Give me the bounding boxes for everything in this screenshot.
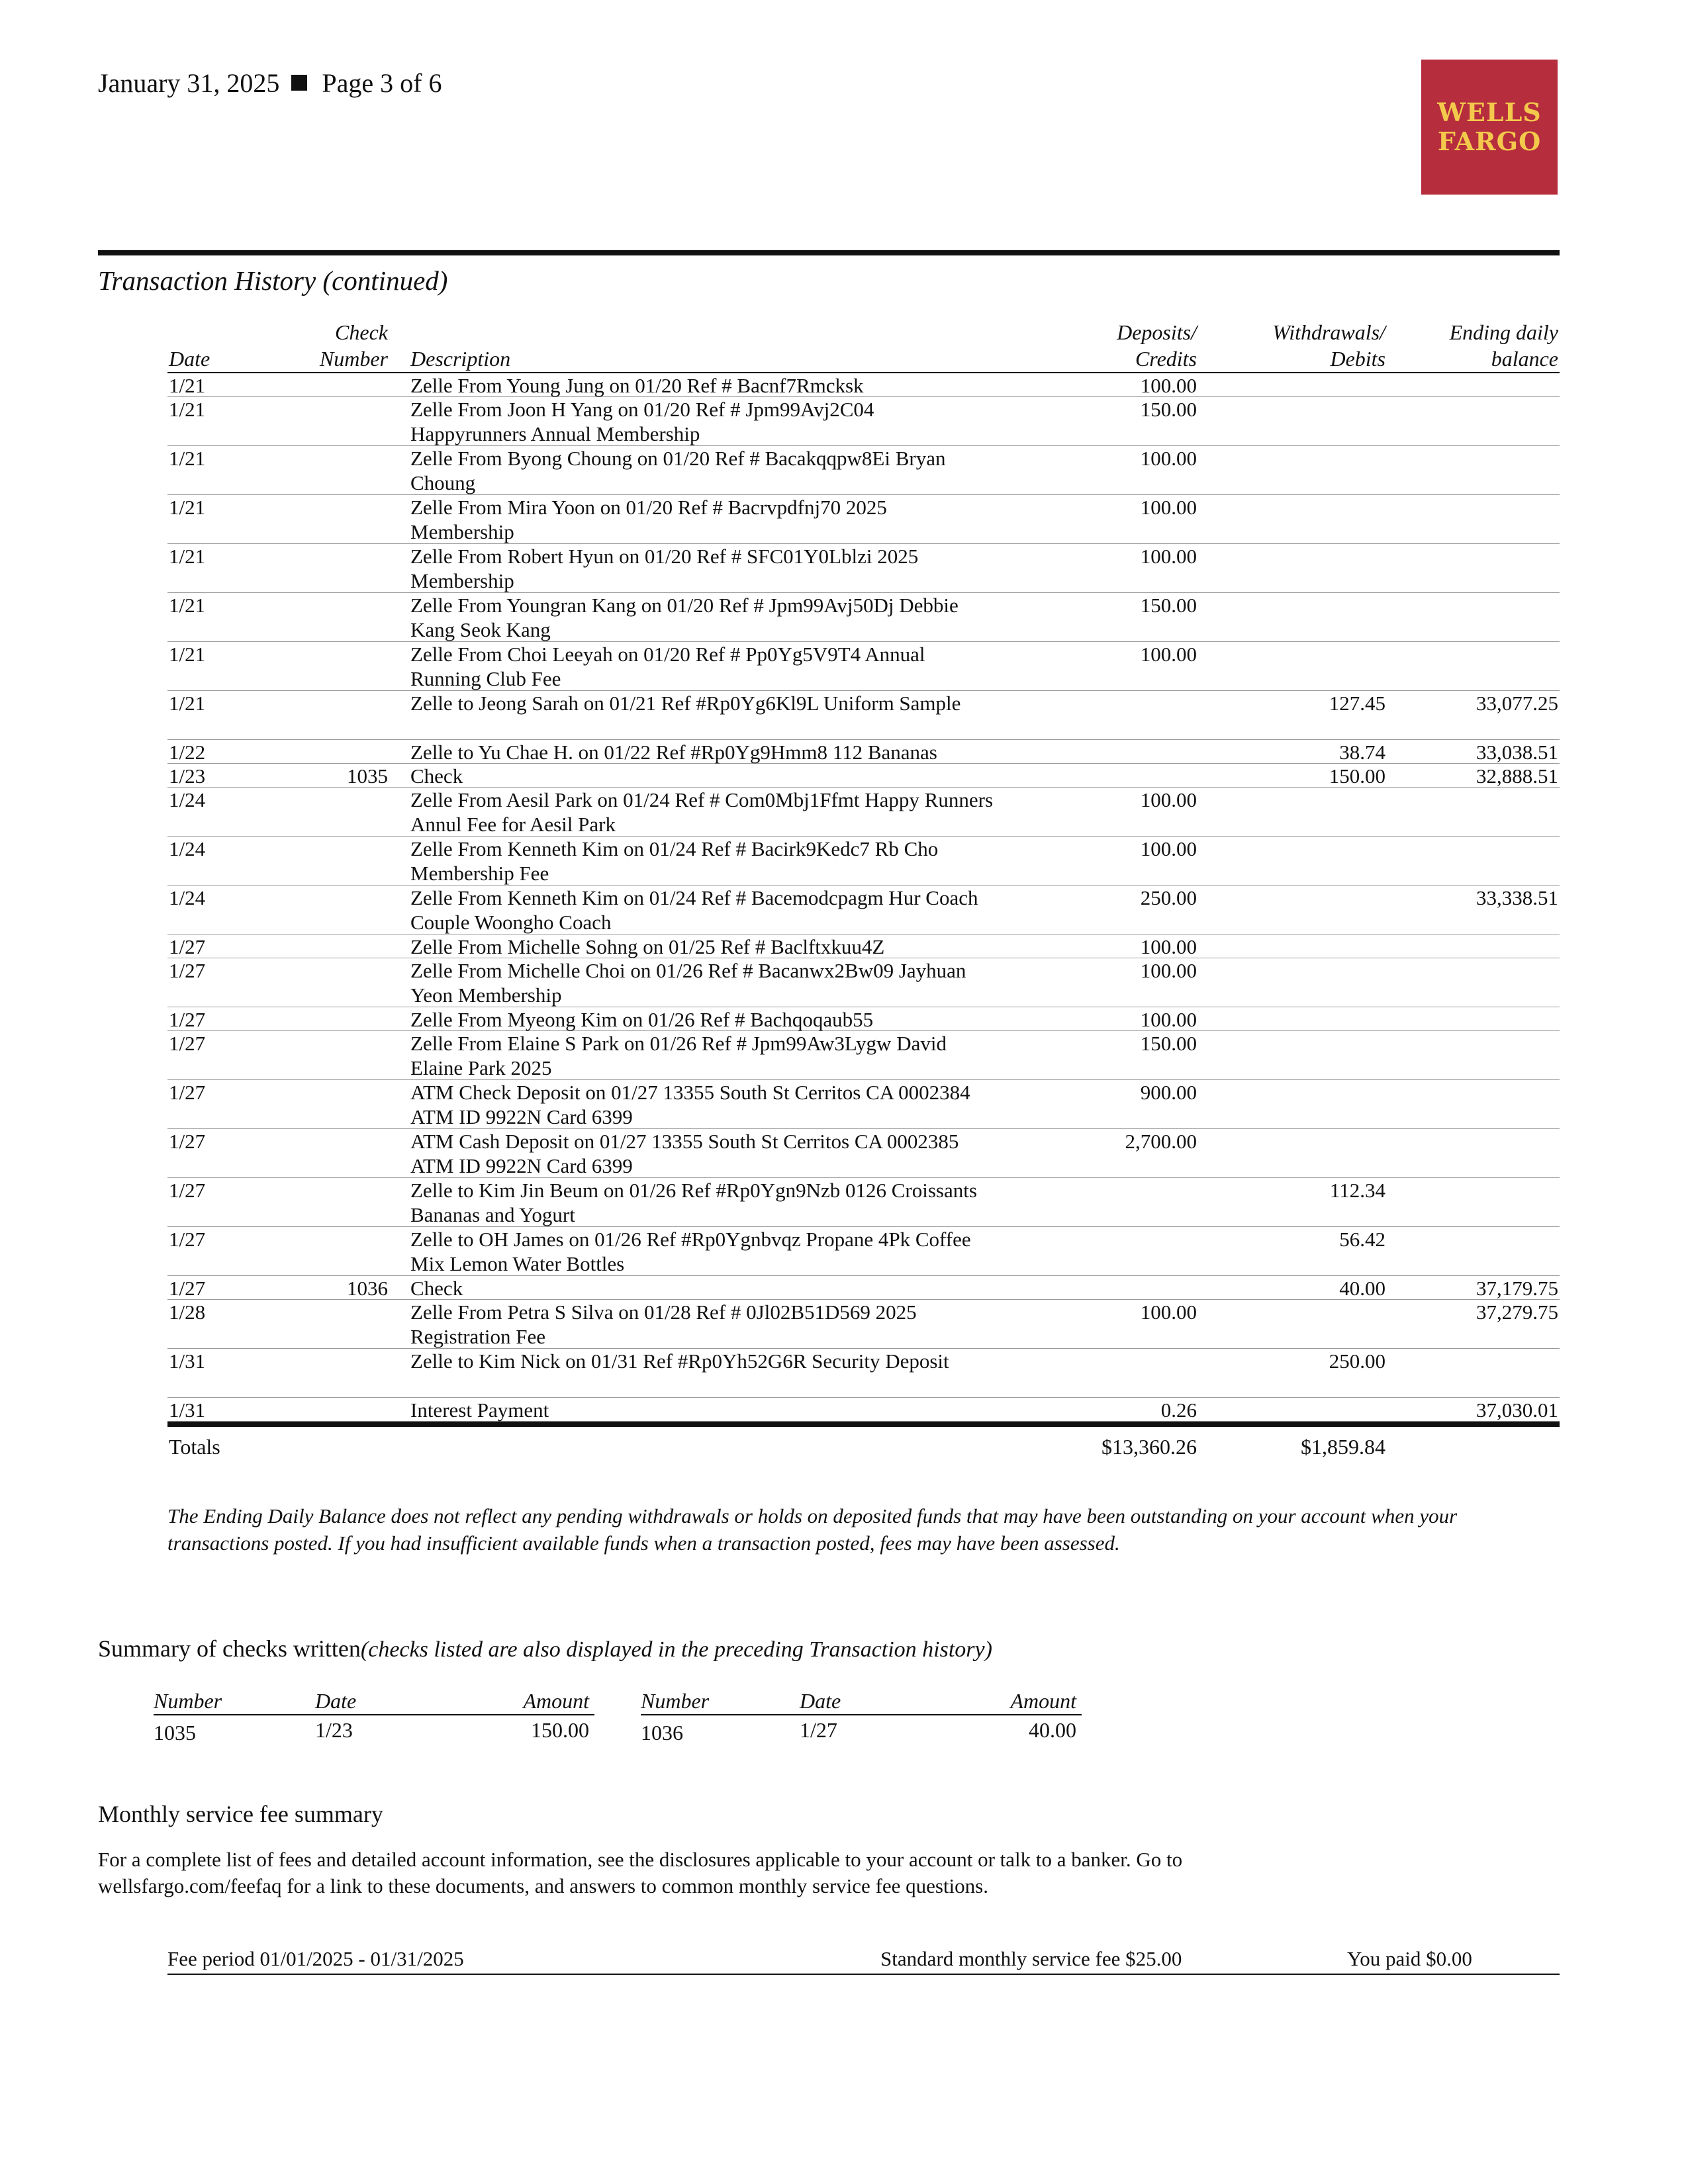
tx-balance: 37,179.75 xyxy=(1476,1277,1558,1300)
wells-fargo-logo xyxy=(1421,60,1558,195)
table-row xyxy=(167,837,1560,886)
table-row xyxy=(167,593,1560,642)
page-number: Page 3 of 6 xyxy=(322,68,442,98)
tx-date: 1/31 xyxy=(169,1349,206,1373)
tx-date: 1/27 xyxy=(169,959,206,982)
section-divider xyxy=(98,250,1560,255)
logo-line-1: WELLS xyxy=(1437,97,1542,127)
table-row xyxy=(167,764,1560,788)
fee-summary-title: Monthly service fee summary xyxy=(98,1801,383,1827)
table-row xyxy=(167,691,1560,740)
tx-description: Zelle to Jeong Sarah on 01/21 Ref #Rp0Yg6Kl9L Uniform Sample xyxy=(410,692,961,715)
tx-description: Zelle From Robert Hyun on 01/20 Ref # SFC01Y0Lblzi 2025 Membership xyxy=(410,545,919,592)
check-number: 1035 xyxy=(154,1721,196,1745)
check-amount: 150.00 xyxy=(531,1718,589,1742)
table-row xyxy=(167,1129,1560,1178)
tx-description: ATM Check Deposit on 01/27 13355 South St Cerritos CA 0002384 ATM ID 9922N Card 6399 xyxy=(410,1081,970,1128)
tx-description: Zelle From Michelle Choi on 01/26 Ref # Bacanwx2Bw09 Jayhuan Yeon Membership xyxy=(410,959,966,1007)
section-title: Transaction History (continued) xyxy=(98,265,448,296)
checks-summary-heading: Summary of checks written xyxy=(98,1635,361,1662)
tx-description: Zelle From Mira Yoon on 01/20 Ref # Bacrvpdfnj70 2025 Membership xyxy=(410,496,887,543)
table-row xyxy=(167,1007,1560,1031)
tx-date: 1/28 xyxy=(169,1300,206,1324)
col-description: Description xyxy=(410,347,511,371)
tx-date: 1/21 xyxy=(169,398,206,421)
checks-summary-subtitle: (checks listed are also displayed in the preceding Transaction history) xyxy=(360,1637,992,1662)
statement-date: January 31, 2025 xyxy=(98,68,280,98)
statement-header xyxy=(98,68,442,99)
tx-date: 1/27 xyxy=(169,1228,206,1251)
checks-table-right xyxy=(641,1686,1082,1743)
tx-deposit: 100.00 xyxy=(1140,837,1197,860)
tx-date: 1/21 xyxy=(169,594,206,617)
transaction-rows xyxy=(167,373,1560,1422)
tx-date: 1/27 xyxy=(169,1081,206,1104)
table-row xyxy=(167,1349,1560,1398)
checks-table-header xyxy=(641,1686,1082,1715)
totals-rule xyxy=(167,1422,1560,1427)
tx-date: 1/21 xyxy=(169,643,206,666)
tx-description: Zelle to Kim Jin Beum on 01/26 Ref #Rp0Ygn9Nzb 0126 Croissants Bananas and Yogurt xyxy=(410,1179,977,1226)
separator-square-icon xyxy=(291,75,307,91)
tx-balance: 33,038.51 xyxy=(1476,741,1558,764)
tx-date: 1/23 xyxy=(169,764,206,788)
tx-deposit: 2,700.00 xyxy=(1125,1130,1197,1153)
tx-deposit: 100.00 xyxy=(1140,959,1197,982)
fee-paid: You paid $0.00 xyxy=(1347,1947,1472,1970)
tx-description: Zelle From Kenneth Kim on 01/24 Ref # Bacirk9Kedc7 Rb Cho Membership Fee xyxy=(410,837,939,885)
table-row xyxy=(167,544,1560,593)
checks-col-amount: Amount xyxy=(1010,1689,1076,1713)
check-number: 1036 xyxy=(641,1721,683,1745)
check-date: 1/27 xyxy=(800,1718,837,1742)
tx-description: Interest Payment xyxy=(410,1398,549,1422)
table-header xyxy=(167,316,1560,372)
table-row xyxy=(167,446,1560,495)
table-row xyxy=(167,642,1560,691)
tx-balance: 37,279.75 xyxy=(1476,1300,1558,1324)
tx-deposit: 100.00 xyxy=(1140,643,1197,666)
tx-date: 1/27 xyxy=(169,1179,206,1202)
table-row xyxy=(167,958,1560,1007)
tx-description: Zelle From Kenneth Kim on 01/24 Ref # Bacemodcpagm Hur Coach Couple Woongho Coach xyxy=(410,886,978,934)
check-date: 1/23 xyxy=(315,1718,353,1742)
table-row xyxy=(167,1300,1560,1349)
fee-summary-row xyxy=(167,1946,1560,1975)
tx-date: 1/27 xyxy=(169,935,206,958)
tx-date: 1/31 xyxy=(169,1398,206,1422)
fee-summary-description: For a complete list of fees and detailed account information, see the disclosures applicable to your account or talk to a banker. Go to wellsfargo.com/feefaq for a link to these documents, and answers to common monthly service fee questions. xyxy=(98,1848,1183,1897)
tx-description: Zelle to OH James on 01/26 Ref #Rp0Ygnbvqz Propane 4Pk Coffee Mix Lemon Water Bottles xyxy=(410,1228,971,1275)
tx-check-number: 1035 xyxy=(347,764,388,788)
col-balance-2: balance xyxy=(1491,347,1558,371)
table-row xyxy=(167,740,1560,764)
fee-period: Fee period 01/01/2025 - 01/31/2025 xyxy=(167,1947,464,1970)
tx-deposit: 100.00 xyxy=(1140,496,1197,519)
col-check-2: Number xyxy=(319,347,388,371)
tx-description: Check xyxy=(410,1277,463,1300)
tx-date: 1/27 xyxy=(169,1277,206,1300)
tx-deposit: 100.00 xyxy=(1140,447,1197,470)
tx-balance: 33,338.51 xyxy=(1476,886,1558,909)
table-row xyxy=(167,1276,1560,1300)
tx-date: 1/24 xyxy=(169,788,206,811)
col-date: Date xyxy=(169,347,211,371)
tx-description: Zelle From Elaine S Park on 01/26 Ref # Jpm99Aw3Lygw David Elaine Park 2025 xyxy=(410,1032,947,1079)
tx-description: Zelle From Joon H Yang on 01/20 Ref # Jpm99Avj2C04 Happyrunners Annual Membership xyxy=(410,398,874,445)
totals-label: Totals xyxy=(169,1435,220,1459)
tx-description: Zelle From Michelle Sohng on 01/25 Ref # Baclftxkuu4Z xyxy=(410,935,885,958)
col-withdrawals-2: Debits xyxy=(1330,347,1385,371)
tx-balance: 33,077.25 xyxy=(1476,692,1558,715)
tx-deposit: 100.00 xyxy=(1140,1008,1197,1031)
tx-withdrawal: 38.74 xyxy=(1339,741,1385,764)
tx-withdrawal: 250.00 xyxy=(1329,1349,1385,1373)
col-withdrawals-1: Withdrawals/ xyxy=(1272,320,1385,344)
tx-withdrawal: 56.42 xyxy=(1339,1228,1385,1251)
tx-description: Zelle From Petra S Silva on 01/28 Ref # 0Jl02B51D569 2025 Registration Fee xyxy=(410,1300,917,1348)
tx-description: Zelle From Myeong Kim on 01/26 Ref # Bachqoqaub55 xyxy=(410,1008,874,1031)
table-row xyxy=(167,1080,1560,1129)
checks-summary-title xyxy=(98,1635,992,1662)
tx-deposit: 0.26 xyxy=(1160,1398,1197,1422)
checks-col-amount: Amount xyxy=(523,1689,589,1713)
totals-deposits: $13,360.26 xyxy=(1102,1435,1197,1459)
totals-row xyxy=(167,1427,1560,1467)
check-row xyxy=(641,1715,1082,1743)
tx-date: 1/24 xyxy=(169,886,206,909)
standard-fee: Standard monthly service fee $25.00 xyxy=(880,1947,1182,1970)
totals-withdrawals: $1,859.84 xyxy=(1301,1435,1385,1459)
table-row xyxy=(167,495,1560,544)
checks-col-number: Number xyxy=(154,1689,222,1713)
tx-deposit: 900.00 xyxy=(1140,1081,1197,1104)
tx-description: Zelle From Youngran Kang on 01/20 Ref # Jpm99Avj50Dj Debbie Kang Seok Kang xyxy=(410,594,959,641)
table-row xyxy=(167,1178,1560,1227)
tx-description: Zelle to Kim Nick on 01/31 Ref #Rp0Yh52G6R Security Deposit xyxy=(410,1349,949,1373)
tx-deposit: 100.00 xyxy=(1140,545,1197,568)
logo-line-2: FARGO xyxy=(1437,126,1542,156)
checks-col-number: Number xyxy=(641,1689,710,1713)
tx-description: Zelle to Yu Chae H. on 01/22 Ref #Rp0Yg9Hmm8 112 Bananas xyxy=(410,741,937,764)
tx-description: ATM Cash Deposit on 01/27 13355 South St Cerritos CA 0002385 ATM ID 9922N Card 6399 xyxy=(410,1130,959,1177)
tx-date: 1/21 xyxy=(169,447,206,470)
tx-date: 1/22 xyxy=(169,741,206,764)
tx-deposit: 150.00 xyxy=(1140,594,1197,617)
tx-description: Zelle From Byong Choung on 01/20 Ref # Bacakqqpw8Ei Bryan Choung xyxy=(410,447,946,494)
tx-deposit: 100.00 xyxy=(1140,788,1197,811)
tx-check-number: 1036 xyxy=(347,1277,388,1300)
col-deposits-2: Credits xyxy=(1135,347,1197,371)
tx-withdrawal: 150.00 xyxy=(1329,764,1385,788)
table-row xyxy=(167,934,1560,958)
checks-table-left xyxy=(154,1686,594,1743)
balance-disclaimer: The Ending Daily Balance does not reflect any pending withdrawals or holds on deposited funds that may have been outstanding on your account when your transactions posted. If you had insufficient available funds when a transaction posted, fees may have been assessed. xyxy=(167,1504,1458,1555)
tx-withdrawal: 112.34 xyxy=(1329,1179,1385,1202)
tx-description: Zelle From Young Jung on 01/20 Ref # Bacnf7Rmcksk xyxy=(410,374,864,397)
transaction-table xyxy=(167,316,1560,1467)
tx-date: 1/24 xyxy=(169,837,206,860)
tx-balance: 32,888.51 xyxy=(1476,764,1558,788)
table-row xyxy=(167,397,1560,446)
tx-date: 1/21 xyxy=(169,692,206,715)
tx-deposit: 100.00 xyxy=(1140,1300,1197,1324)
tx-date: 1/27 xyxy=(169,1008,206,1031)
tx-balance: 37,030.01 xyxy=(1476,1398,1558,1422)
check-amount: 40.00 xyxy=(1029,1718,1076,1742)
tx-withdrawal: 127.45 xyxy=(1329,692,1385,715)
checks-table-header xyxy=(154,1686,594,1715)
tx-date: 1/27 xyxy=(169,1130,206,1153)
tx-deposit: 150.00 xyxy=(1140,1032,1197,1055)
table-row xyxy=(167,1398,1560,1422)
tx-description: Zelle From Choi Leeyah on 01/20 Ref # Pp0Yg5V9T4 Annual Running Club Fee xyxy=(410,643,925,690)
col-balance-1: Ending daily xyxy=(1449,320,1558,344)
table-row xyxy=(167,373,1560,397)
tx-withdrawal: 40.00 xyxy=(1339,1277,1385,1300)
table-row xyxy=(167,788,1560,837)
col-deposits-1: Deposits/ xyxy=(1117,320,1197,344)
table-row xyxy=(167,1031,1560,1080)
check-row xyxy=(154,1715,594,1743)
table-row xyxy=(167,886,1560,934)
tx-description: Zelle From Aesil Park on 01/24 Ref # Com0Mbj1Ffmt Happy Runners Annul Fee for Aesil Park xyxy=(410,788,994,836)
tx-date: 1/27 xyxy=(169,1032,206,1055)
table-row xyxy=(167,1227,1560,1276)
tx-deposit: 250.00 xyxy=(1140,886,1197,909)
tx-date: 1/21 xyxy=(169,496,206,519)
tx-description: Check xyxy=(410,764,463,788)
col-check-1: Check xyxy=(335,320,388,344)
checks-col-date: Date xyxy=(800,1689,841,1713)
checks-col-date: Date xyxy=(315,1689,357,1713)
tx-deposit: 150.00 xyxy=(1140,398,1197,421)
tx-deposit: 100.00 xyxy=(1140,374,1197,397)
tx-date: 1/21 xyxy=(169,374,206,397)
tx-deposit: 100.00 xyxy=(1140,935,1197,958)
tx-date: 1/21 xyxy=(169,545,206,568)
